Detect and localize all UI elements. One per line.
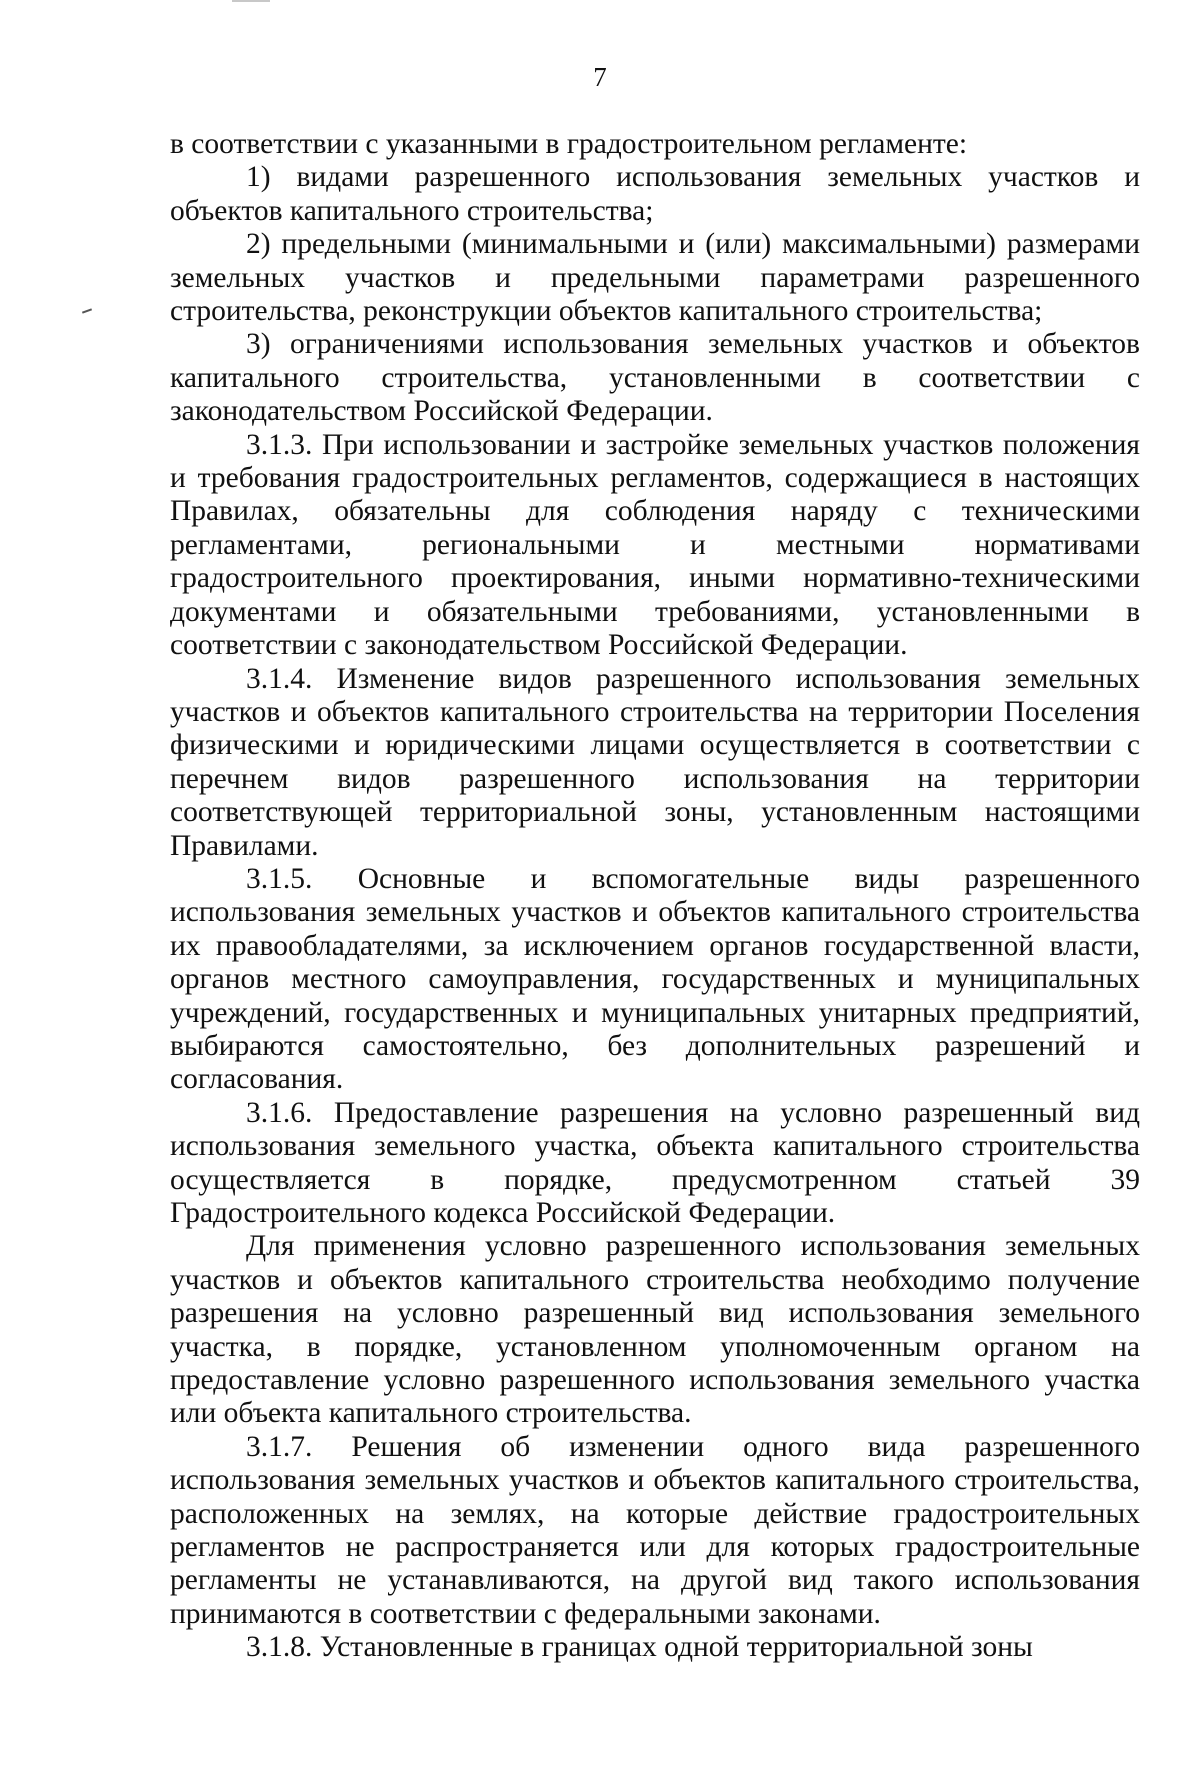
document-body: [170, 128, 1140, 1665]
paragraph-intro: в соответствии с указанными в градостроительном регламенте:: [170, 128, 968, 160]
paragraph-item-1: 1) видами разрешенного использования земельных участков и объектов капитального строительства;: [170, 161, 1140, 227]
paragraph-3-1-6: 3.1.6. Предоставление разрешения на условно разрешенный вид использования земельного участка, объекта капитального строительства осуществляется в порядке, предусмотренном статьей 39 Градостроительного кодекса Российской Федерации.: [170, 1096, 1140, 1229]
paragraph-3-1-8: 3.1.8. Установленные в границах одной территориальной зоны: [246, 1631, 1033, 1664]
paragraph-conditional-use: Для применения условно разрешенного использования земельных участков и объектов капитального строительства необходимо получение разрешения на условно разрешенный вид использования земельного участка, в порядке, установленном уполномоченным органом на предоставление условно разрешенного использования земельного участка или объекта капитального строительства.: [170, 1230, 1140, 1430]
page-number: 7: [593, 62, 607, 92]
paragraph-3-1-7: 3.1.7. Решения об изменении одного вида разрешенного использования земельных участков и объектов капитального строительства, расположенных на землях, на которые действие градостроительных регламентов не распространяется или для которых градостроительные регламенты не устанавливаются, на другой вид такого использования принимаются в соответствии с федеральными законами.: [170, 1430, 1140, 1630]
scan-mark-left: [82, 308, 92, 313]
paragraph-item-2: 2) предельными (минимальными и (или) максимальными) размерами земельных участков и предельными параметрами разрешенного строительства, реконструкции объектов капитального строительства;: [170, 228, 1140, 328]
paragraph-item-3: 3) ограничениями использования земельных участков и объектов капитального строительства, установленными в соответствии с законодательством Российской Федерации.: [170, 328, 1140, 428]
paragraph-3-1-3: 3.1.3. При использовании и застройке земельных участков положения и требования градостроительных регламентов, содержащиеся в настоящих Правилах, обязательны для соблюдения наряду с техническими регламентами, региональными и местными нормативами градостроительного проектирования, иными нормативно-техническими документами и обязательными требованиями, установленными в соответствии с законодательством Российской Федерации.: [170, 428, 1140, 662]
scan-mark-top: [232, 0, 270, 2]
paragraph-3-1-5: 3.1.5. Основные и вспомогательные виды разрешенного использования земельных участков и объектов капитального строительства их правообладателями, за исключением органов государственной власти, органов местного самоуправления, государственных и муниципальных учреждений, государственных и муниципальных унитарных предприятий, выбираются самостоятельно, без дополнительных разрешений и согласования.: [170, 862, 1140, 1096]
paragraph-3-1-4: 3.1.4. Изменение видов разрешенного использования земельных участков и объектов капитального строительства на территории Поселения физическими и юридическими лицами осуществляется в соответствии с перечнем видов разрешенного использования на территории соответствующей территориальной зоны, установленным настоящими Правилами.: [170, 662, 1140, 862]
